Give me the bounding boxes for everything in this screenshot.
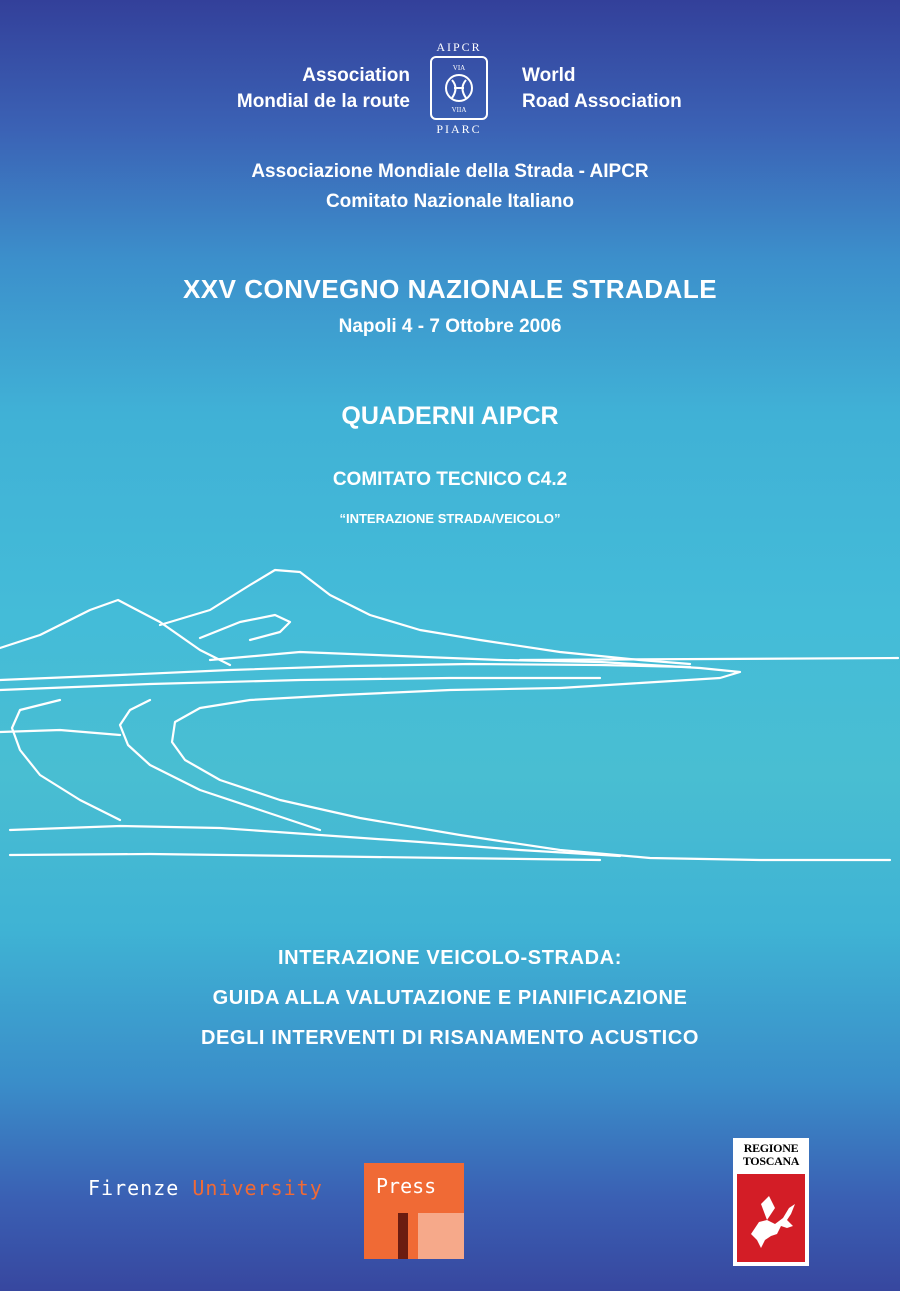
convegno-place-date: Napoli 4 - 7 Ottobre 2006 xyxy=(338,316,562,337)
seal-monogram-icon xyxy=(432,58,486,118)
aipcr-seal-logo xyxy=(424,40,494,138)
subject-line1: INTERAZIONE VEICOLO-STRADA: xyxy=(278,947,622,969)
committee-name: COMITATO TECNICO C4.2 xyxy=(332,469,568,490)
seal-via-bottom: VIIA xyxy=(451,106,467,114)
subject-line2: GUIDA ALLA VALUTAZIONE E PIANIFICAZIONE xyxy=(212,987,688,1009)
association-fr-line1: Association xyxy=(302,65,410,86)
series-title: QUADERNI AIPCR xyxy=(341,402,559,430)
regione-label: REGIONE xyxy=(743,1141,799,1155)
pegasus-flag-icon xyxy=(737,1174,805,1262)
publisher-university: University xyxy=(192,1176,323,1200)
book-subject xyxy=(0,938,900,1058)
subject-line3: DEGLI INTERVENTI DI RISANAMENTO ACUSTICO xyxy=(200,1027,700,1049)
publisher-press: Press xyxy=(376,1174,437,1198)
seal-bottom-text: PIARC xyxy=(436,122,482,136)
association-en-line1: World xyxy=(522,65,576,86)
press-block-icon xyxy=(364,1163,464,1259)
committee-theme: “INTERAZIONE STRADA/VEICOLO” xyxy=(339,511,561,526)
italian-committee-line2: Comitato Nazionale Italiano xyxy=(325,191,575,212)
bay-of-naples-sketch xyxy=(0,560,900,870)
association-en-name xyxy=(522,63,682,115)
association-en-line2: Road Association xyxy=(522,91,682,112)
publisher-logo xyxy=(88,1163,468,1261)
regione-toscana-text xyxy=(733,1142,809,1168)
association-fr-line2: Mondial de la route xyxy=(236,91,410,112)
italian-committee xyxy=(0,157,900,217)
publisher-firenze: Firenze xyxy=(88,1176,193,1200)
seal-via-top: VIA xyxy=(452,64,466,72)
seal-frame xyxy=(430,56,488,120)
italian-committee-line1: Associazione Mondiale della Strada - AIPCR xyxy=(251,161,649,182)
convegno-title: XXV CONVEGNO NAZIONALE STRADALE xyxy=(182,274,718,304)
seal-top-text: AIPCR xyxy=(436,40,482,54)
regione-toscana-logo xyxy=(733,1138,809,1266)
association-fr-name xyxy=(237,63,410,115)
toscana-label: TOSCANA xyxy=(742,1154,800,1168)
publisher-wordmark xyxy=(88,1176,323,1200)
